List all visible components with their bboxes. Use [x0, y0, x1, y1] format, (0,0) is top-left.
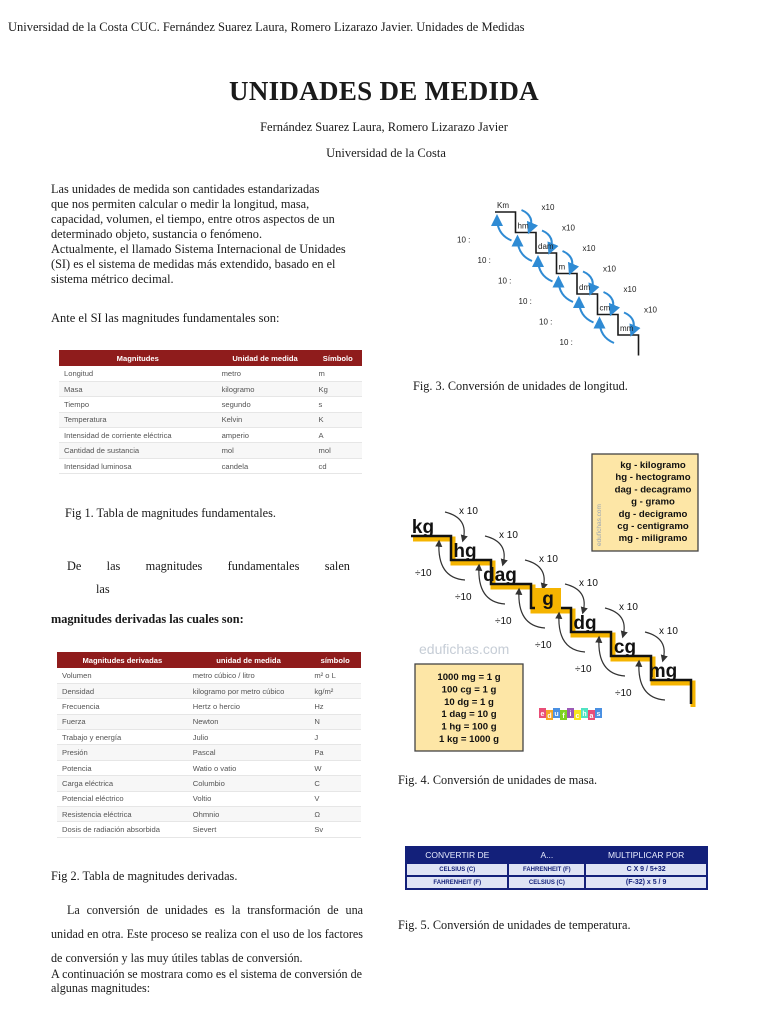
table-cell: Julio: [188, 730, 310, 745]
table-row: [57, 730, 361, 745]
table-cell: kilogramo por metro cúbico: [188, 683, 310, 698]
divider-label: 10 :: [498, 276, 512, 286]
unit-label: cm: [599, 303, 611, 313]
mass-conversion-diagram: [405, 450, 705, 756]
document-title: UNIDADES DE MEDIDA: [229, 76, 539, 106]
table-cell: Longitud: [59, 366, 217, 381]
divide-arrow: [538, 259, 553, 282]
multiplier-label: x10: [623, 285, 637, 294]
legend-entry: g - gramo: [631, 496, 675, 508]
table-header: símbolo: [309, 652, 361, 668]
table-cell: N: [309, 714, 361, 729]
table-cell: Temperatura: [59, 412, 217, 427]
table-header: Magnitudes derivadas: [57, 652, 188, 668]
multiplier-label: x 10: [539, 554, 558, 565]
table-cell: Kg: [314, 381, 362, 396]
multiplier-label: x 10: [619, 602, 638, 613]
table-row: [57, 683, 361, 698]
multiplier-label: x10: [644, 305, 657, 315]
divider-label: 10 :: [477, 256, 491, 265]
table-cell: C: [309, 776, 361, 791]
table-cell: Dosis de radiación absorbida: [57, 822, 188, 837]
table-cell: C X 9 / 5+32: [586, 864, 706, 875]
equivalence-entry: 1000 mg = 1 g: [437, 672, 501, 683]
si-intro: Ante el SI las magnitudes fundamentales son:: [51, 311, 280, 325]
logo-letter: c: [575, 713, 580, 720]
table-cell: CELSIUS (C): [509, 877, 584, 888]
staircase-steps: [495, 212, 639, 356]
edufichas-logo: [539, 708, 602, 720]
table-cell: Pa: [309, 745, 361, 760]
derived-intro-continuation: las: [96, 582, 110, 596]
intro-line: que nos permiten calcular o medir la longitud, masa,: [51, 197, 310, 211]
fig2-caption: Fig 2. Tabla de magnitudes derivadas.: [51, 869, 238, 883]
unit-label: dag: [483, 565, 517, 586]
table-cell: Potencial eléctrico: [57, 791, 188, 806]
divider-label: ÷10: [535, 640, 552, 651]
table-cell: J: [309, 730, 361, 745]
table-cell: Columbio: [188, 776, 310, 791]
table-cell: K: [314, 412, 362, 427]
table-row: [59, 428, 362, 443]
multiplier-label: x 10: [459, 506, 478, 517]
logo-letter: u: [554, 711, 559, 718]
table-row: [59, 443, 362, 458]
table-cell: Sievert: [188, 822, 310, 837]
equivalence-entry: 1 hg = 100 g: [441, 721, 497, 733]
table-cell: cd: [314, 458, 362, 473]
table-cell: Ω: [309, 807, 361, 822]
unit-label: mm: [620, 324, 634, 333]
university: Universidad de la Costa: [326, 146, 446, 160]
table-cell: Resistencia eléctrica: [57, 807, 188, 822]
divider-label: ÷10: [415, 568, 432, 579]
table-row: [59, 381, 362, 396]
multiplier-label: x 10: [659, 626, 678, 637]
intro-line: Actualmente, el llamado Sistema Internacional de Unidades: [51, 242, 346, 256]
table-cell: amperio: [217, 428, 314, 443]
table-row: [57, 776, 361, 791]
logo-letter: d: [547, 713, 552, 720]
derived-magnitudes-table: [57, 652, 361, 838]
divider-label: 10 :: [457, 235, 471, 245]
table-cell: kg/m²: [309, 683, 361, 698]
divider-label: 10 :: [539, 317, 553, 327]
table-header: Símbolo: [314, 350, 362, 366]
logo-letter: s: [596, 711, 601, 718]
table-header-row: [57, 652, 361, 668]
divide-arrow: [559, 280, 574, 303]
table-row: [57, 791, 361, 806]
legend-entry: kg - kilogramo: [620, 460, 686, 471]
table-cell: FAHRENHEIT (F): [407, 877, 507, 888]
divider-label: ÷10: [495, 616, 512, 627]
fig1-caption: Fig 1. Tabla de magnitudes fundamentales.: [65, 506, 276, 520]
unit-label: hm: [517, 221, 529, 231]
unit-label: dm: [579, 283, 591, 292]
table-cell: Newton: [188, 714, 310, 729]
table-row: [57, 668, 361, 683]
table-cell: Carga eléctrica: [57, 776, 188, 791]
legend-entry: dag - decagramo: [614, 484, 692, 496]
fig4-caption: Fig. 4. Conversión de unidades de masa.: [398, 773, 598, 787]
legend-entry: hg - hectogramo: [615, 472, 691, 484]
table-cell: Densidad: [57, 683, 188, 698]
unit-label: mg: [648, 661, 678, 682]
unit-label: cg: [613, 637, 637, 658]
legend-entry: mg - miligramo: [618, 533, 688, 545]
multiplier-label: x 10: [499, 530, 518, 541]
table-header: MULTIPLICAR POR: [586, 848, 706, 862]
unit-legend-box: [592, 454, 698, 551]
table-cell: Fuerza: [57, 714, 188, 729]
table-row: [59, 412, 362, 427]
divide-arrow: [600, 321, 615, 344]
unit-label: kg: [411, 517, 435, 538]
table-row: [57, 699, 361, 714]
logo-letter: h: [582, 711, 587, 718]
table-cell: metro cúbico / litro: [188, 668, 310, 683]
table-cell: Pascal: [188, 745, 310, 760]
table-row: [59, 366, 362, 381]
table-cell: segundo: [217, 397, 314, 412]
unit-label: dam: [538, 242, 554, 251]
length-conversion-diagram: [453, 192, 657, 370]
table-header: CONVERTIR DE: [407, 848, 507, 862]
table-cell: metro: [217, 366, 314, 381]
table-cell: Kelvin: [217, 412, 314, 427]
unit-label: g: [542, 589, 554, 610]
table-cell: (F-32) x 5 / 9: [586, 877, 706, 888]
logo-letter: e: [540, 711, 545, 718]
table-cell: Voltio: [188, 791, 310, 806]
derived-word: magnitudes: [145, 559, 203, 573]
table-header: A...: [509, 848, 584, 862]
intro-line: determinado objeto, sustancia o fenómeno.: [51, 227, 263, 241]
authors: Fernández Suarez Laura, Romero Lizarazo Javier: [260, 120, 508, 134]
conversion-text: La conversión de unidades es la transformación de una unidad en otra. Este proceso se realiza con el uso de los factores de conversión y las muy útiles tablas de conversión.: [51, 903, 363, 965]
table-header: Magnitudes: [59, 350, 217, 366]
derived-heading: magnitudes derivadas las cuales son:: [51, 612, 244, 626]
table-row: [57, 745, 361, 760]
logo-letter: a: [589, 713, 594, 720]
logo-letter: i: [569, 711, 572, 718]
divider-label: 10 :: [518, 297, 532, 306]
conversion-paragraph: [51, 898, 363, 970]
derived-intro-line: [67, 559, 350, 574]
multiplier-label: x10: [603, 264, 616, 274]
divider-label: ÷10: [615, 688, 632, 699]
running-header: Universidad de la Costa CUC. Fernández Suarez Laura, Romero Lizarazo Javier. Unidades de Medidas: [8, 20, 525, 34]
table-cell: V: [309, 791, 361, 806]
table-header: unidad de medida: [188, 652, 310, 668]
table-cell: kilogramo: [217, 381, 314, 396]
table-row: [57, 760, 361, 775]
watermark-text: edufichas.com: [419, 641, 510, 657]
divider-label: ÷10: [575, 664, 592, 675]
table-header: Unidad de medida: [217, 350, 314, 366]
staircase-line: [495, 212, 639, 356]
fig5-caption: Fig. 5. Conversión de unidades de temperatura.: [398, 918, 631, 932]
divide-arrow: [579, 300, 594, 323]
table-row: [57, 807, 361, 822]
divide-arrow: [497, 218, 512, 241]
multiplier-label: x10: [541, 203, 555, 212]
unit-label: Km: [497, 201, 509, 210]
table-cell: W: [309, 760, 361, 775]
table-header-row: [59, 350, 362, 366]
derived-word: fundamentales: [227, 559, 300, 573]
table-cell: mol: [217, 443, 314, 458]
table-cell: Masa: [59, 381, 217, 396]
unit-label: dg: [573, 613, 597, 634]
logo-letter: f: [562, 713, 565, 720]
table-cell: s: [314, 397, 362, 412]
table-row: [407, 877, 706, 888]
equivalence-entry: 1 dag = 10 g: [441, 709, 497, 721]
table-cell: Trabajo y energía: [57, 730, 188, 745]
table-cell: Tiempo: [59, 397, 217, 412]
equivalence-entry: 10 dg = 1 g: [444, 696, 494, 708]
table-cell: Frecuencia: [57, 699, 188, 714]
table-cell: Potencia: [57, 760, 188, 775]
derived-word: De: [67, 559, 82, 573]
intro-line: capacidad, volumen, el tiempo, entre otros aspectos de un: [51, 212, 335, 226]
table-cell: Intensidad de corriente eléctrica: [59, 428, 217, 443]
table-cell: Intensidad luminosa: [59, 458, 217, 473]
divider-label: 10 :: [559, 338, 573, 347]
temperature-conversion-table: [405, 846, 708, 890]
multiplier-label: x10: [562, 223, 575, 233]
table-cell: m: [314, 366, 362, 381]
multiplier-label: x 10: [579, 578, 598, 589]
table-header-row: [407, 848, 706, 862]
table-row: [59, 397, 362, 412]
equivalence-entry: 1 kg = 1000 g: [439, 734, 499, 745]
table-cell: FAHRENHEIT (F): [509, 864, 584, 875]
table-cell: CELSIUS (C): [407, 864, 507, 875]
fig3-caption: Fig. 3. Conversión de unidades de longitud.: [413, 379, 628, 393]
multiplier-label: x10: [582, 244, 596, 253]
table-cell: Watio o vatio: [188, 760, 310, 775]
table-cell: Hz: [309, 699, 361, 714]
table-cell: candela: [217, 458, 314, 473]
equivalences-box: [415, 664, 523, 751]
fundamental-magnitudes-table: [59, 350, 362, 474]
legend-entry: cg - centigramo: [617, 521, 689, 532]
divide-arrow: [518, 239, 533, 262]
unit-label: m: [558, 262, 566, 272]
table-cell: mol: [314, 443, 362, 458]
table-cell: m² o L: [309, 668, 361, 683]
table-cell: Cantidad de sustancia: [59, 443, 217, 458]
table-row: [59, 458, 362, 473]
intro-line: sistema métrico decimal.: [51, 272, 174, 286]
table-row: [57, 714, 361, 729]
table-cell: Sv: [309, 822, 361, 837]
equivalence-entry: 100 cg = 1 g: [441, 684, 497, 696]
intro-line: Las unidades de medida son cantidades estandarizadas: [51, 182, 320, 196]
divider-label: ÷10: [455, 592, 472, 603]
table-cell: Ohmnio: [188, 807, 310, 822]
legend-entry: dg - decigramo: [618, 508, 688, 520]
table-cell: Hertz o hercio: [188, 699, 310, 714]
derived-word: salen: [324, 559, 350, 573]
derived-word: las: [106, 559, 121, 573]
table-cell: A: [314, 428, 362, 443]
table-cell: Presión: [57, 745, 188, 760]
conversion-tail: A continuación se mostrara como es el sistema de conversión de algunas magnitudes:: [51, 967, 362, 995]
intro-line: (SI) es el sistema de medidas más extendido, basado en el: [51, 257, 336, 271]
intro-paragraph: [51, 182, 351, 287]
table-cell: Volumen: [57, 668, 188, 683]
table-row: [57, 822, 361, 837]
side-watermark: edufichas.com: [596, 504, 603, 546]
unit-label: hg: [453, 541, 477, 562]
table-row: [407, 864, 706, 875]
